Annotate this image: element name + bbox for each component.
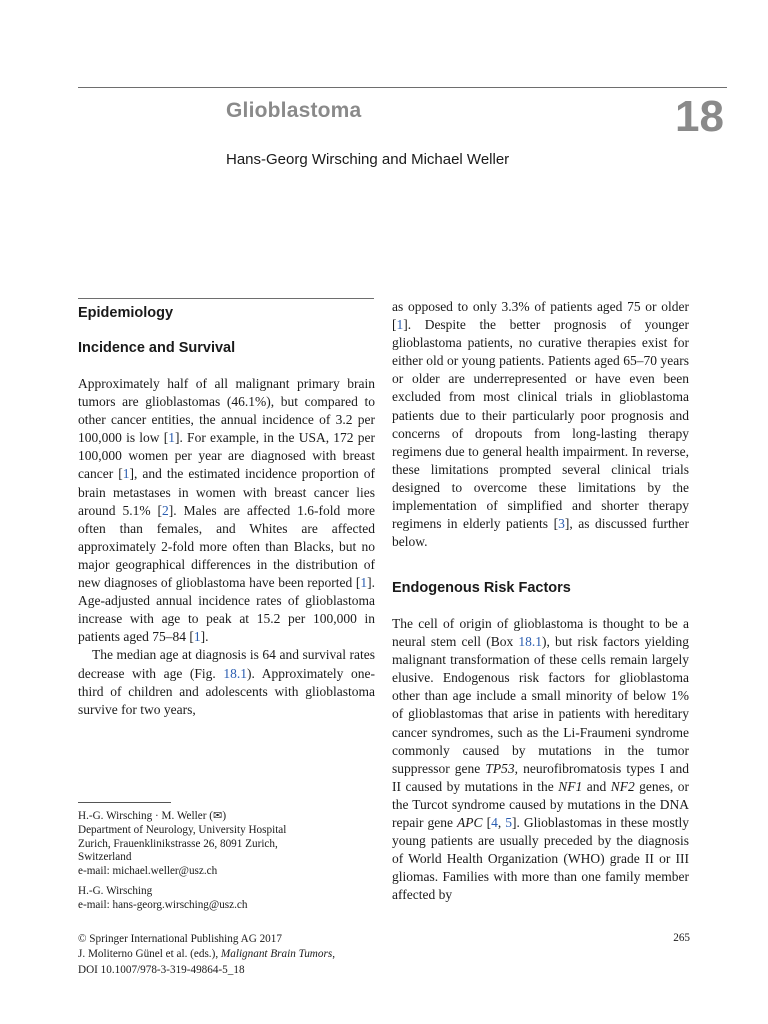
envelope-icon[interactable]: ✉ (212, 810, 223, 822)
chapter-number: 18 (675, 92, 724, 141)
citation-link[interactable]: 4 (491, 815, 498, 831)
paragraph-incidence: Approximately half of all malignant primary brain tumors are glioblastomas (46.1%), but compared to other cancer entities, the annual incidence of 3.2 per 100,000 is low [1]. For example, in the USA, 172 per 100,000 women per year are diagnosed with breast cancer [1], and the estimated incidence proportion of brain metastases in women with breast cancer lies around 5.1% [2]. Males are affected 1.6-fold more often than females, and Whites are affected approximately 2-fold more often than Blacks, but no major geographical differences in the distribution of new diagnoses of glioblastoma have been reported [1]. Age-adjusted annual incidence rates of glioblastoma increase with age to peak at 15.2 per 100,000 in patients aged 75–84 [1]. (78, 376, 376, 645)
doi[interactable]: DOI 10.1007/978-3-319-49864-5_18 (78, 963, 245, 976)
paragraph-median-age: The median age at diagnosis is 64 and survival rates decrease with age (Fig. 18.1). Approximately one-third of children and adolescents with glioblastoma survive for two years, (78, 647, 375, 717)
heading-incidence-survival: Incidence and Survival (78, 340, 236, 356)
citation-link[interactable]: 3 (558, 516, 565, 532)
copyright-line: © Springer International Publishing AG 2017 (78, 933, 282, 945)
book-citation: J. Moliterno Günel et al. (eds.), Malignant Brain Tumors, (78, 948, 335, 961)
column-rule (78, 298, 374, 299)
heading-epidemiology: Epidemiology (78, 305, 174, 321)
left-column-body (78, 375, 375, 719)
citation-link[interactable]: 1 (396, 317, 404, 333)
footnote-email[interactable]: e-mail: hans-georg.wirsching@usz.ch (78, 898, 248, 911)
copyright-block (78, 932, 388, 978)
paragraph-elderly: as opposed to only 3.3% of patients aged 75 or older [1]. Despite the better prognosis of younger glioblastoma patients, no curative therapies exist for either old or young patients. Patients aged 65–70 years or older are underrepresented or have even been excluded from most clinical trials in glioblastoma patients due to their particularly poor prognosis and concerns of dropouts from long-lasting therapy regimens due to general health impairment. In reverse, these limitations prompted several clinical trials designed to overcome these limitations by the implementation of simplified and shorter therapy regimens in elderly patients [3], as discussed further below. (392, 299, 690, 550)
footnote-affiliation: Zurich, Frauenklinikstrasse 26, 8091 Zurich, (78, 837, 278, 850)
footnote-authors: H.-G. Wirsching · M. Weller (✉) (78, 810, 227, 822)
right-column-body (392, 298, 689, 551)
citation-link[interactable]: 1 (122, 466, 130, 482)
box-link[interactable]: 18.1 (518, 634, 542, 650)
citation-link[interactable]: 1 (168, 430, 175, 446)
citation-link[interactable]: 1 (193, 629, 201, 645)
right-column-body-2 (392, 615, 689, 905)
page-number: 265 (673, 932, 690, 944)
footnote-email[interactable]: e-mail: michael.weller@usz.ch (78, 865, 218, 878)
figure-link[interactable]: 18.1 (223, 665, 247, 681)
top-rule (78, 87, 727, 88)
footnote-rule (78, 802, 171, 803)
citation-link[interactable]: 5 (505, 815, 512, 831)
chapter-title: Glioblastoma (226, 99, 362, 122)
footnote-author2: H.-G. Wirsching (78, 884, 153, 897)
heading-endogenous-risk: Endogenous Risk Factors (392, 580, 571, 596)
footnote-affiliation: Department of Neurology, University Hospital (78, 823, 287, 836)
footnote-affiliation: Switzerland (78, 851, 132, 864)
citation-link[interactable]: 2 (162, 502, 169, 518)
author-footnote (78, 810, 378, 913)
paragraph-risk-factors: The cell of origin of glioblastoma is thought to be a neural stem cell (Box 18.1), but risk factors yielding malignant transformation of these cells remain largely elusive. Endogenous risk factors for glioblastoma other than age include a small minority of below 1% of glioblastomas that arise in patients with hereditary cancer syndromes, such as the Li-Fraumeni syndrome commonly caused by mutations in the tumor suppressor gene TP53, neurofibromatosis types I and II caused by mutations in the NF1 and NF2 genes, or the Turcot syndrome caused by mutations in the DNA repair gene APC [4, 5]. Glioblastomas in these mostly young patients are usually preceded by the diagnosis of World Health Organization (WHO) grade II or III gliomas. Families with more than one family member affected by (392, 616, 690, 903)
citation-link[interactable]: 1 (360, 575, 368, 591)
chapter-authors: Hans-Georg Wirsching and Michael Weller (226, 151, 510, 168)
